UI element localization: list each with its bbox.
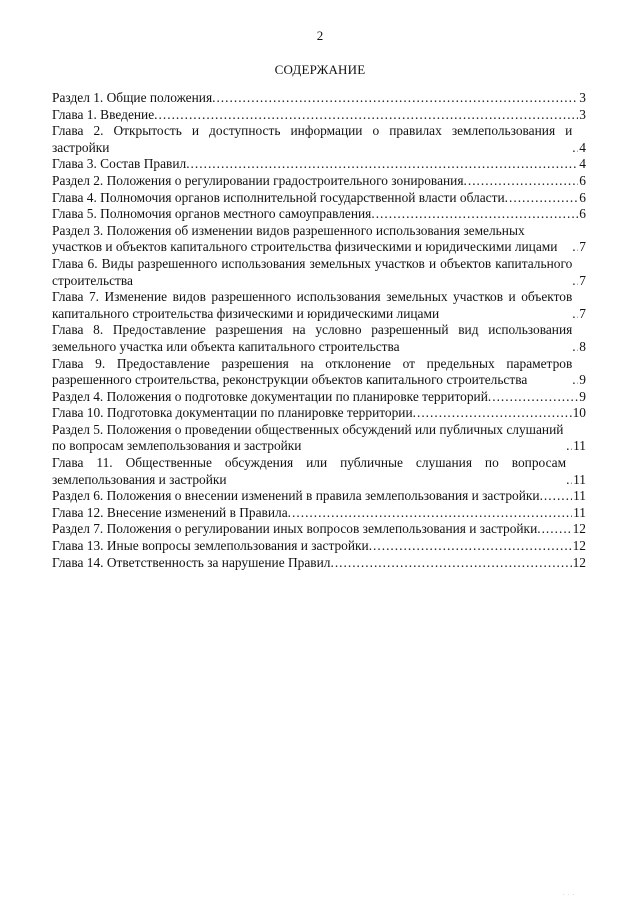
toc-entry[interactable] [52,455,586,488]
toc-entry-text: Глава 3. Состав Правил [52,156,187,172]
toc-entry[interactable] [52,123,586,156]
toc-entry[interactable] [52,555,586,572]
toc-entry-page: 8 [579,338,586,354]
toc-entry[interactable] [52,356,586,389]
toc-entry-page: 11 [573,488,586,504]
toc-entry[interactable] [52,322,586,355]
leader-dots [464,173,579,190]
toc-entry[interactable] [52,521,586,538]
toc-entry-page: 12 [572,554,586,570]
leader-dots [537,521,571,538]
leader-dots [369,538,572,555]
table-of-contents [52,90,586,571]
toc-entry[interactable] [52,173,586,190]
toc-entry-text: Раздел 3. Положения об изменении видов разрешенного использования земельных участков и объектов капитального строительства физическими и юридическими лицами [52,222,558,255]
toc-entry-text: Глава 11. Общественные обсуждения или публичные слушания по вопросам землепользования и застройки [52,455,567,487]
toc-entry[interactable] [52,488,586,505]
leader-dots [488,389,578,406]
toc-title: СОДЕРЖАНИЕ [274,62,366,77]
toc-entry[interactable] [52,389,586,406]
leader-dots [371,206,578,223]
toc-entry[interactable] [52,505,586,522]
toc-entry-page: 10 [572,405,586,421]
toc-entry[interactable] [52,256,586,289]
toc-entry[interactable] [52,107,586,124]
toc-entry-text: Раздел 2. Положения о регулировании градостроительного зонирования [52,172,464,188]
toc-entry-text: Глава 8. Предоставление разрешения на условно разрешенный вид использования земельного участка или объекта капитального строительства [52,322,573,354]
toc-entry-page: 6 [579,189,586,205]
toc-entry-page: 9 [579,388,586,404]
toc-entry-text: Глава 14. Ответственность за нарушение Правил [52,554,331,570]
leader-dots [186,156,578,173]
page-number: 2 [316,28,324,43]
toc-entry-text: Глава 13. Иные вопросы землепользования и застройки [52,538,369,554]
toc-entry-text: Глава 12. Внесение изменений в Правила [52,504,288,520]
toc-entry-page: 9 [579,372,586,388]
scan-mark: · · · [563,893,576,898]
toc-entry-page: 6 [579,206,586,222]
toc-entry[interactable] [52,90,586,107]
toc-entry-text: Глава 1. Введение [52,106,155,122]
toc-entry-page: 7 [579,272,586,288]
toc-entry-page: 4 [579,139,586,155]
toc-entry[interactable] [52,190,586,207]
toc-entry-text: Раздел 4. Положения о подготовке документации по планировке территорий [52,388,488,404]
toc-entry-page: 12 [572,538,586,554]
leader-dots [154,107,578,124]
toc-entry-text: Глава 9. Предоставление разрешения на отклонение от предельных параметров разрешенного строительства, реконструкции объектов капитального строительства [52,355,573,388]
toc-entry-page: 7 [579,305,586,321]
toc-entry[interactable] [52,156,586,173]
toc-entry[interactable] [52,422,586,455]
toc-entry[interactable] [52,405,586,422]
toc-entry-text: Глава 5. Полномочия органов местного самоуправления [52,206,372,222]
toc-entry-text: Раздел 6. Положения о внесении изменений в правила землепользования и застройки [52,488,540,504]
toc-entry-page: 6 [579,172,586,188]
toc-entry-text: Глава 2. Открытость и доступность информации о правилах землепользования и застройки [52,123,573,155]
toc-entry[interactable] [52,206,586,223]
toc-entry-page: 11 [573,438,586,454]
toc-entry-text: Раздел 5. Положения о проведении общественных обсуждений или публичных слушаний по вопросам землепользования и застройки [52,421,564,454]
toc-entry-page: 3 [579,106,586,122]
toc-entry[interactable] [52,289,586,322]
toc-entry-page: 3 [579,90,586,105]
toc-entry[interactable] [52,538,586,555]
toc-entry-text: Глава 7. Изменение видов разрешенного использования земельных участков и объектов капитального строительства физическими и юридическими лицами [52,289,573,321]
leader-dots [540,488,573,505]
toc-entry-text: Раздел 7. Положения о регулировании иных вопросов землепользования и застройки [52,521,538,537]
toc-entry-text: Глава 4. Полномочия органов исполнительной государственной власти области [52,189,505,205]
toc-entry[interactable] [52,223,586,256]
toc-entry-text: Раздел 1. Общие положения [52,90,213,105]
toc-entry-page: 12 [572,521,586,537]
leader-dots [505,190,579,207]
leader-dots [413,405,572,422]
toc-entry-text: Глава 10. Подготовка документации по планировке территории [52,405,413,421]
toc-entry-text: Глава 6. Виды разрешенного использования земельных участков и объектов капитального строительства [52,255,573,288]
leader-dots [212,90,578,107]
toc-entry-page: 11 [573,504,586,520]
leader-dots [330,555,571,572]
toc-entry-page: 7 [579,239,586,255]
leader-dots [288,505,572,522]
toc-entry-page: 11 [573,471,586,487]
toc-entry-page: 4 [579,156,586,172]
